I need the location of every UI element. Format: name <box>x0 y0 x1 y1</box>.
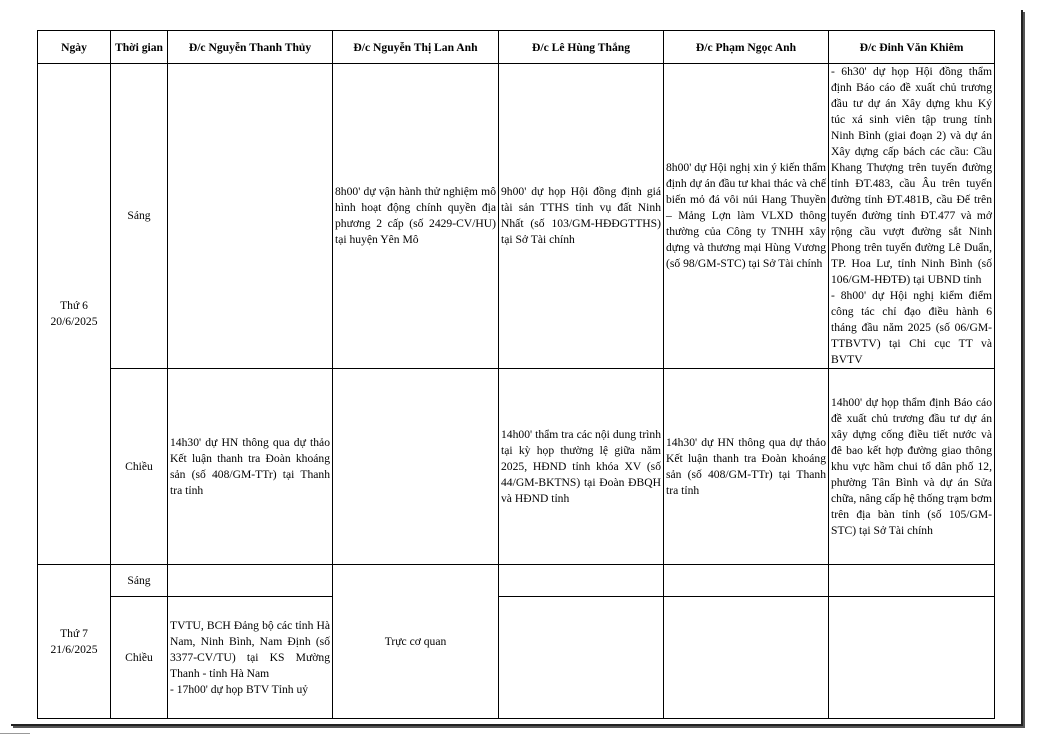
schedule-cell <box>499 565 664 597</box>
schedule-cell <box>333 369 499 565</box>
schedule-cell <box>664 565 829 597</box>
schedule-cell <box>168 565 333 597</box>
page-edge-line <box>0 733 30 734</box>
schedule-table <box>37 30 995 719</box>
schedule-cell: 14h00' thẩm tra các nội dung trình tại kỳ họp thường lệ giữa năm 2025, HĐND tỉnh khóa XV (số 44/GM-BKTNS) tại Đoàn ĐBQH và HĐND tỉnh <box>499 369 664 565</box>
schedule-cell <box>829 565 995 597</box>
schedule-cell: 8h00' dự Hội nghị xin ý kiến thẩm định dự án đầu tư khai thác và chế biến mỏ đá vôi núi Hang Thuyền – Mảng Lợn làm VLXD thông thường của Công ty TNHH xây dựng và thương mại Hùng Vương (số 98/GM-STC) tại Sở Tài chính <box>664 64 829 369</box>
schedule-cell: 8h00' dự vận hành thử nghiệm mô hình hoạt động chính quyền địa phương 2 cấp (số 2429-CV/HU) tại huyện Yên Mô <box>333 64 499 369</box>
day-name: Thứ 6 <box>60 299 88 312</box>
time-cell: Chiều <box>111 369 168 565</box>
day-cell <box>38 64 111 565</box>
table-row <box>38 64 995 369</box>
schedule-cell: Trực cơ quan <box>333 565 499 719</box>
header-row <box>38 31 995 64</box>
day-cell <box>38 565 111 719</box>
schedule-cell <box>168 597 333 719</box>
header-day: Ngày <box>38 31 111 64</box>
header-person-1: Đ/c Nguyễn Thanh Thủy <box>168 31 333 64</box>
schedule-entry: TVTU, BCH Đảng bộ các tỉnh Hà Nam, Ninh Bình, Nam Định (số 3377-CV/TU) tại KS Mường Thanh - tỉnh Hà Nam <box>170 618 330 680</box>
schedule-entry: - 17h00' dự họp BTV Tỉnh uỷ <box>170 682 309 696</box>
schedule-cell <box>664 597 829 719</box>
schedule-cell <box>829 597 995 719</box>
time-cell: Sáng <box>111 64 168 369</box>
schedule-cell: 14h00' dự họp thẩm định Báo cáo đề xuất chủ trương đầu tư dự án xây dựng cống điều tiết nước và đê bao kết hợp đường giao thông khu vực hầm chui tổ dân phố 12, phường Tân Bình và dự án Sửa chữa, nâng cấp hệ thống trạm bơm trên địa bàn tỉnh (số 105/GM-STC) tại Sở Tài chính <box>829 369 995 565</box>
schedule-entry: - 8h00' dự Hội nghị kiểm điểm công tác chỉ đạo điều hành 6 tháng đầu năm 2025 (số 06/GM-TTBVTV) tại Chi cục TT và BVTV <box>831 289 992 366</box>
header-person-5: Đ/c Đinh Văn Khiêm <box>829 31 995 64</box>
time-cell: Sáng <box>111 565 168 597</box>
schedule-entry: - 6h30' dự họp Hội đồng thẩm định Báo cáo đề xuất chủ trương đầu tư dự án Xây dựng khu Ký túc xá sinh viên tập trung tỉnh Ninh Bình (giai đoạn 2) và dự án Xây dựng cấp bách các cầu: Cầu Khang Thượng trên tuyến đường tỉnh ĐT.483, cầu Âu trên tuyến đường tỉnh ĐT.481B, cầu Đế trên tuyến đường tỉnh ĐT.477 và mở rộng cầu vượt đường sắt Ninh Phong trên tuyến đường Lê Duẩn, TP. Hoa Lư, tỉnh Ninh Bình (số 106/GM-HĐTĐ) tại UBND tỉnh <box>831 65 992 286</box>
schedule-cell <box>168 64 333 369</box>
header-person-2: Đ/c Nguyễn Thị Lan Anh <box>333 31 499 64</box>
schedule-cell <box>499 597 664 719</box>
header-person-4: Đ/c Phạm Ngọc Anh <box>664 31 829 64</box>
day-name: Thứ 7 <box>60 626 88 640</box>
table-row <box>38 565 995 597</box>
day-date: 20/6/2025 <box>50 315 98 328</box>
time-cell: Chiều <box>111 597 168 719</box>
schedule-cell: 14h30' dự HN thông qua dự thảo Kết luận thanh tra Đoàn khoáng sản (số 408/GM-TTr) tại Thanh tra tỉnh <box>664 369 829 565</box>
schedule-cell: 9h00' dự họp Hội đồng định giá tài sản TTHS tỉnh vụ đất Ninh Nhất (số 103/GM-HĐĐGTTHS) tại Sở Tài chính <box>499 64 664 369</box>
header-person-3: Đ/c Lê Hùng Thắng <box>499 31 664 64</box>
schedule-cell <box>829 64 995 369</box>
day-date: 21/6/2025 <box>50 642 98 656</box>
schedule-cell: 14h30' dự HN thông qua dự thảo Kết luận thanh tra Đoàn khoáng sản (số 408/GM-TTr) tại Thanh tra tỉnh <box>168 369 333 565</box>
header-time: Thời gian <box>111 31 168 64</box>
table-row <box>38 369 995 565</box>
table-row <box>38 597 995 719</box>
